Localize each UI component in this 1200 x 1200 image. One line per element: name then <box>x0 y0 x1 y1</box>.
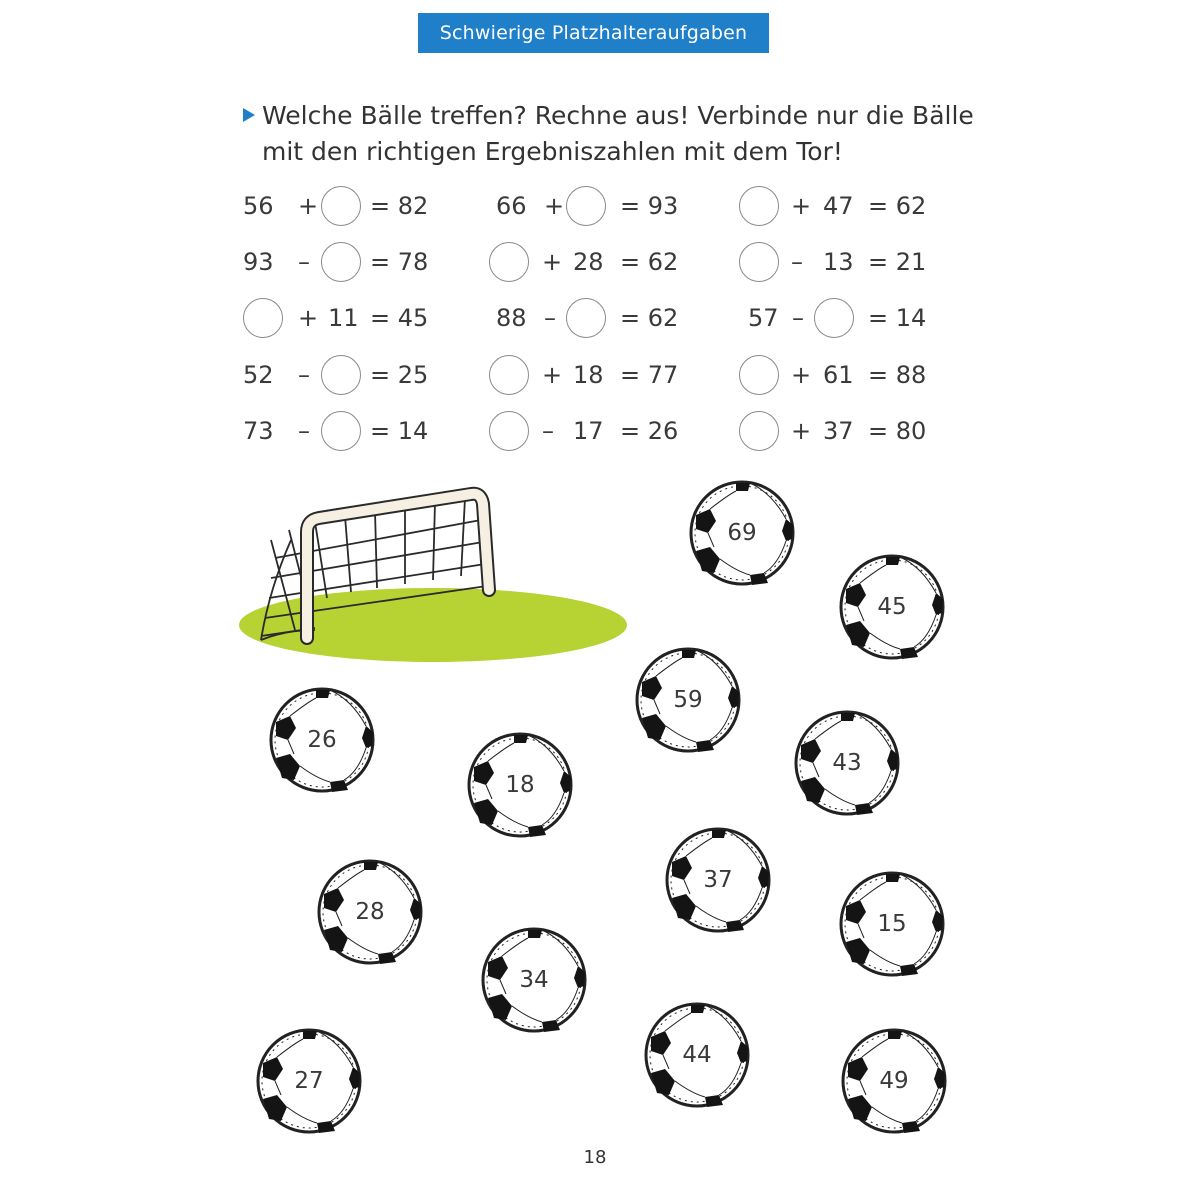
equation-11 <box>489 355 699 395</box>
equation-number: 73 <box>243 417 274 445</box>
answer-circle[interactable] <box>739 242 779 282</box>
section-title-banner <box>418 13 769 53</box>
ball-number: 45 <box>877 594 907 620</box>
soccer-ball[interactable] <box>793 709 901 817</box>
ball-number: 43 <box>832 750 862 776</box>
ball-number: 26 <box>307 727 337 753</box>
equation-number: 56 <box>243 192 274 220</box>
equation-operator: – <box>792 304 804 332</box>
equation-number: 37 <box>823 417 854 445</box>
equation-operator: + <box>542 361 563 389</box>
ball-number: 69 <box>727 520 757 546</box>
equation-result: = 45 <box>370 304 429 332</box>
equation-12 <box>739 355 949 395</box>
equation-2 <box>496 186 696 226</box>
equation-number: 52 <box>243 361 274 389</box>
equation-result: = 93 <box>620 192 679 220</box>
equation-13 <box>243 411 443 451</box>
answer-circle[interactable] <box>566 186 606 226</box>
equation-6 <box>739 242 949 282</box>
equation-result: = 14 <box>370 417 429 445</box>
answer-circle[interactable] <box>739 355 779 395</box>
grass-patch <box>239 588 627 662</box>
equation-3 <box>739 186 949 226</box>
soccer-ball[interactable] <box>688 479 796 587</box>
equation-15 <box>739 411 949 451</box>
answer-circle[interactable] <box>739 411 779 451</box>
equation-operator: – <box>298 361 310 389</box>
answer-circle[interactable] <box>814 298 854 338</box>
answer-circle[interactable] <box>321 186 361 226</box>
equation-10 <box>243 355 443 395</box>
equation-4 <box>243 242 443 282</box>
answer-circle[interactable] <box>489 411 529 451</box>
equation-result: = 62 <box>620 304 679 332</box>
equation-result: = 14 <box>868 304 927 332</box>
answer-circle[interactable] <box>566 298 606 338</box>
equation-result: = 25 <box>370 361 429 389</box>
equation-8 <box>496 298 696 338</box>
ball-number: 44 <box>682 1042 712 1068</box>
equation-result: = 26 <box>620 417 679 445</box>
soccer-ball[interactable] <box>664 826 772 934</box>
equation-14 <box>489 411 699 451</box>
equation-operator: + <box>542 248 563 276</box>
equation-number: 11 <box>328 304 359 332</box>
equation-result: = 82 <box>370 192 429 220</box>
equation-operator: – <box>542 417 554 445</box>
equation-result: = 62 <box>620 248 679 276</box>
answer-circle[interactable] <box>489 355 529 395</box>
ball-number: 27 <box>294 1068 324 1094</box>
equation-result: = 80 <box>868 417 927 445</box>
equation-number: 66 <box>496 192 527 220</box>
soccer-ball[interactable] <box>316 858 424 966</box>
equation-number: 28 <box>573 248 604 276</box>
equation-operator: – <box>544 304 556 332</box>
ball-number: 49 <box>879 1068 909 1094</box>
answer-circle[interactable] <box>243 298 283 338</box>
equation-9 <box>748 298 948 338</box>
answer-circle[interactable] <box>321 411 361 451</box>
equation-1 <box>243 186 443 226</box>
soccer-ball[interactable] <box>840 1027 948 1135</box>
equation-operator: + <box>791 417 812 445</box>
equation-result: = 88 <box>868 361 927 389</box>
answer-circle[interactable] <box>321 355 361 395</box>
soccer-ball[interactable] <box>643 1001 751 1109</box>
page-number: 18 <box>583 1147 607 1168</box>
ball-number: 34 <box>519 967 549 993</box>
soccer-ball[interactable] <box>634 646 742 754</box>
equation-operator: – <box>298 417 310 445</box>
equation-operator: + <box>298 192 319 220</box>
equation-number: 88 <box>496 304 527 332</box>
ball-number: 28 <box>355 899 385 925</box>
instruction-line-1: Welche Bälle treffen? Rechne aus! Verbinde nur die Bälle <box>262 101 974 130</box>
equation-number: 61 <box>823 361 854 389</box>
ball-number: 37 <box>703 867 733 893</box>
equation-5 <box>489 242 699 282</box>
answer-circle[interactable] <box>321 242 361 282</box>
equation-number: 57 <box>748 304 779 332</box>
equation-number: 47 <box>823 192 854 220</box>
equation-number: 13 <box>823 248 854 276</box>
equation-7 <box>243 298 443 338</box>
goal-illustration[interactable] <box>235 480 635 670</box>
soccer-ball[interactable] <box>268 686 376 794</box>
arrow-icon <box>243 108 255 122</box>
equation-operator: + <box>791 192 812 220</box>
equation-number: 93 <box>243 248 274 276</box>
ball-number: 59 <box>673 687 703 713</box>
equation-result: = 21 <box>868 248 927 276</box>
equation-result: = 78 <box>370 248 429 276</box>
equation-operator: – <box>791 248 803 276</box>
equation-number: 18 <box>573 361 604 389</box>
answer-circle[interactable] <box>489 242 529 282</box>
equation-operator: + <box>544 192 565 220</box>
soccer-ball[interactable] <box>480 926 588 1034</box>
answer-circle[interactable] <box>739 186 779 226</box>
instruction-line-2: mit den richtigen Ergebniszahlen mit dem Tor! <box>262 137 843 166</box>
equation-result: = 62 <box>868 192 927 220</box>
soccer-ball[interactable] <box>255 1027 363 1135</box>
ball-number: 15 <box>877 911 907 937</box>
equation-operator: + <box>791 361 812 389</box>
soccer-ball[interactable] <box>838 870 946 978</box>
task-instruction <box>243 98 974 170</box>
section-title: Schwierige Platzhalteraufgaben <box>439 22 748 44</box>
soccer-ball[interactable] <box>466 731 574 839</box>
equation-operator: – <box>298 248 310 276</box>
equation-result: = 77 <box>620 361 679 389</box>
equation-operator: + <box>298 304 319 332</box>
soccer-ball[interactable] <box>838 553 946 661</box>
ball-number: 18 <box>505 772 535 798</box>
equation-number: 17 <box>573 417 604 445</box>
